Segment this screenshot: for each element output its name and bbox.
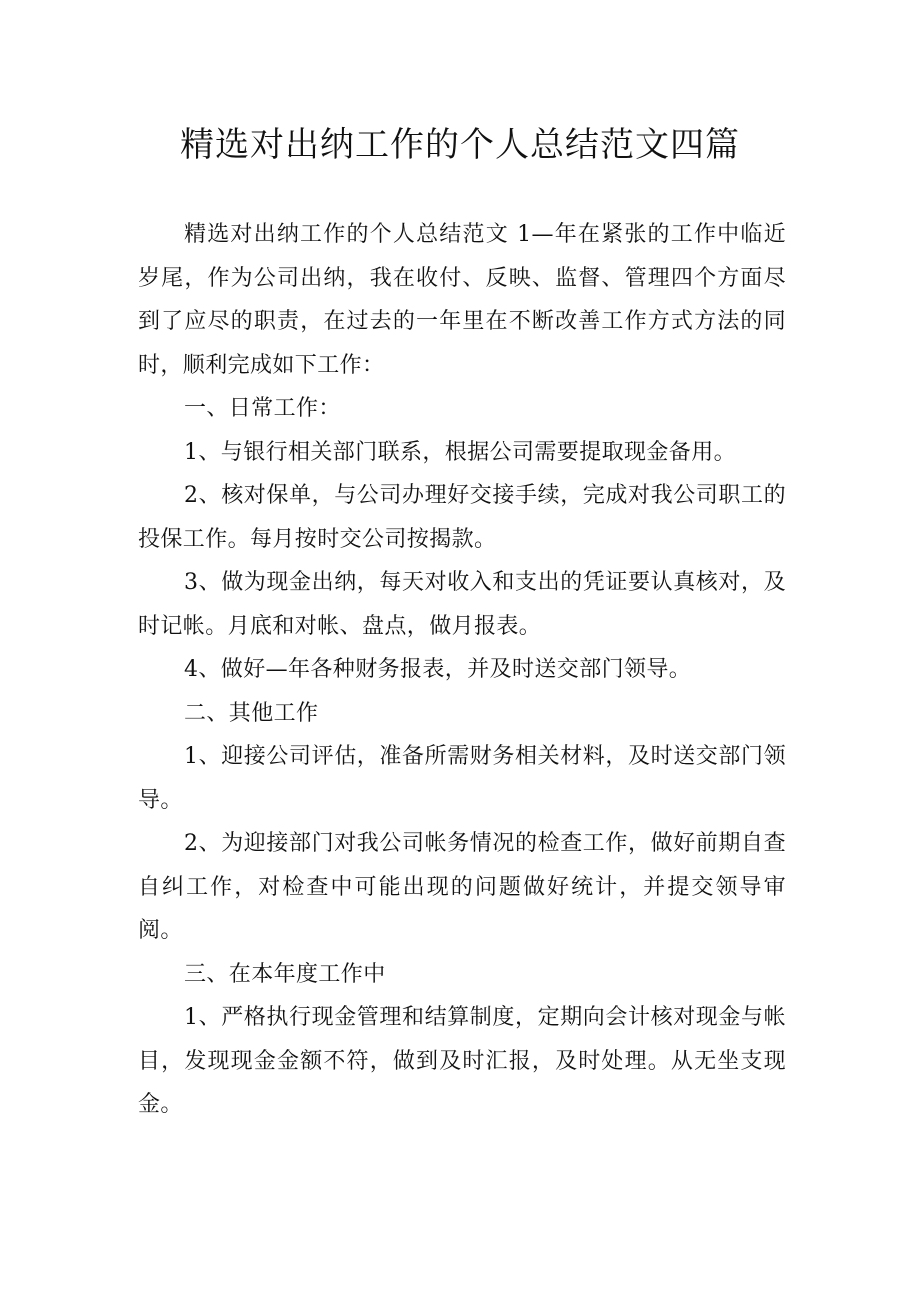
section-heading-other-work: 二、其他工作 — [184, 700, 319, 726]
paragraph-item: 2、为迎接部门对我公司帐务情况的检查工作，做好前期自查自纠工作，对检查中可能出现的问题做好统计，并提交领导审阅。 — [138, 831, 786, 943]
paragraph-item: 4、做好—年各种财务报表，并及时送交部门领导。 — [184, 657, 692, 682]
paragraph-item: 1、与银行相关部门联系，根据公司需要提取现金备用。 — [184, 439, 736, 465]
paragraph-item: 1、严格执行现金管理和结算制度，定期向会计核对现金与帐目，发现现金金额不符，做到及时汇报，及时处理。从无坐支现金。 — [138, 1005, 786, 1117]
paragraph-intro: 精选对出纳工作的个人总结范文 1—年在紧张的工作中临近岁尾，作为公司出纳，我在收付、反映、监督、管理四个方面尽到了应尽的职责，在过去的一年里在不断改善工作方式方法的同时，顺利完成如下工作： — [138, 222, 786, 378]
paragraph-item: 3、做为现金出纳，每天对收入和支出的凭证要认真核对，及时记帐。月底和对帐、盘点，做月报表。 — [138, 570, 786, 639]
section-heading-daily-work: 一、日常工作： — [184, 396, 341, 421]
document-title: 精选对出纳工作的个人总结范文四篇 — [180, 125, 740, 165]
paragraph-item: 2、核对保单，与公司办理好交接手续，完成对我公司职工的投保工作。每月按时交公司按揭款。 — [138, 483, 786, 552]
paragraph-item: 1、迎接公司评估，准备所需财务相关材料，及时送交部门领导。 — [138, 744, 786, 813]
document-body — [138, 213, 786, 1127]
section-heading-this-year: 三、在本年度工作中 — [184, 961, 386, 987]
